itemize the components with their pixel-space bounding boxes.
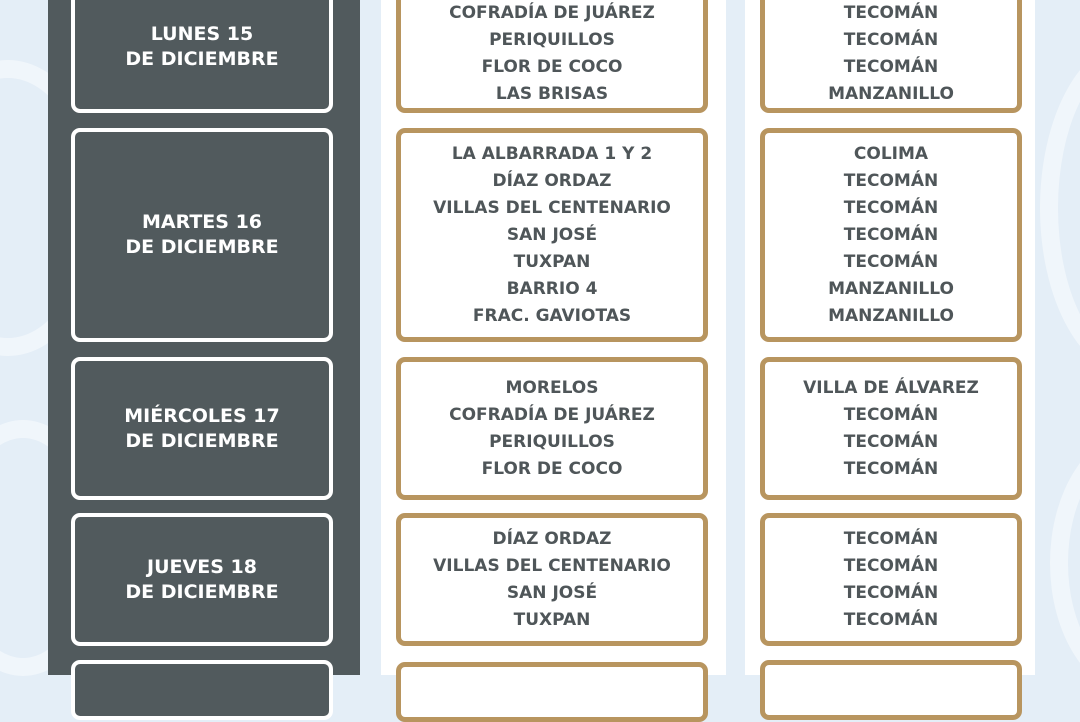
municipio-item: VILLA DE ÁLVAREZ	[803, 377, 979, 398]
colonia-item: BARRIO 4	[506, 278, 598, 299]
municipio-item: TECOMÁN	[843, 197, 939, 218]
municipios-box-lunes-15	[760, 0, 1022, 113]
day-label: MARTES 16	[141, 211, 263, 233]
month-label: DE DICIEMBRE	[125, 580, 279, 603]
colonia-item: MORELOS	[505, 377, 599, 398]
day-box-lunes-15	[71, 0, 333, 113]
day-label: LUNES 15	[150, 22, 254, 45]
colonia-item: TUXPAN	[513, 251, 591, 272]
day-box-martes-16	[71, 128, 333, 342]
colonia-item: SAN JOSÉ	[506, 582, 598, 603]
municipio-item: TECOMÁN	[843, 224, 939, 245]
municipio-item: TECOMÁN	[843, 404, 939, 425]
colonia-item: SAN JOSÉ	[506, 224, 598, 245]
colonia-item: PERIQUILLOS	[489, 29, 615, 50]
municipio-item: MANZANILLO	[828, 278, 954, 299]
colonia-item: DÍAZ ORDAZ	[492, 528, 612, 549]
background-swirl-decoration	[1040, 40, 1080, 376]
colonias-box-martes-16	[396, 128, 708, 342]
municipio-item: TECOMÁN	[843, 458, 939, 479]
colonias-box-next-cropped	[396, 662, 708, 722]
colonia-item: FLOR DE COCO	[481, 458, 623, 479]
municipios-box-martes-16	[760, 128, 1022, 342]
colonia-item: PERIQUILLOS	[489, 431, 615, 452]
colonia-item: COFRADÍA DE JUÁREZ	[449, 404, 655, 425]
colonia-item: FRAC. GAVIOTAS	[472, 305, 632, 326]
municipio-item: TECOMÁN	[843, 555, 939, 576]
municipio-item: TECOMÁN	[843, 56, 939, 77]
colonia-item: FLOR DE COCO	[481, 56, 623, 77]
month-label: DE DICIEMBRE	[125, 236, 279, 258]
municipio-item: TECOMÁN	[843, 170, 939, 191]
colonia-item: LA ALBARRADA 1 Y 2	[451, 143, 653, 164]
month-label: DE DICIEMBRE	[125, 429, 279, 452]
day-box-jueves-18	[71, 513, 333, 646]
month-label: DE DICIEMBRE	[125, 47, 279, 70]
municipio-item: TECOMÁN	[843, 2, 939, 23]
colonia-item: VILLAS DEL CENTENARIO	[433, 197, 671, 218]
municipios-box-jueves-18	[760, 513, 1022, 646]
municipio-item: TECOMÁN	[843, 29, 939, 50]
colonias-box-lunes-15	[396, 0, 708, 113]
background-swirl-decoration	[1050, 430, 1080, 696]
colonia-item: COFRADÍA DE JUÁREZ	[449, 2, 655, 23]
municipios-box-miercoles-17	[760, 357, 1022, 500]
municipio-item: TECOMÁN	[843, 251, 939, 272]
day-box-next-cropped	[71, 660, 333, 720]
municipio-item: TECOMÁN	[843, 431, 939, 452]
colonia-item: TUXPAN	[513, 609, 591, 630]
day-box-miercoles-17	[71, 357, 333, 500]
municipio-item: COLIMA	[853, 143, 929, 164]
municipio-item: TECOMÁN	[843, 609, 939, 630]
colonia-item: LAS BRISAS	[495, 83, 609, 104]
colonias-box-jueves-18	[396, 513, 708, 646]
colonia-item: DÍAZ ORDAZ	[492, 170, 612, 191]
colonia-item: VILLAS DEL CENTENARIO	[433, 555, 671, 576]
day-label: JUEVES 18	[147, 555, 257, 578]
municipio-item: MANZANILLO	[828, 83, 954, 104]
municipios-box-next-cropped	[760, 660, 1022, 720]
municipio-item: TECOMÁN	[843, 582, 939, 603]
colonias-box-miercoles-17	[396, 357, 708, 500]
day-label: MIÉRCOLES 17	[124, 404, 280, 427]
municipio-item: MANZANILLO	[828, 305, 954, 326]
municipio-item: TECOMÁN	[843, 528, 939, 549]
